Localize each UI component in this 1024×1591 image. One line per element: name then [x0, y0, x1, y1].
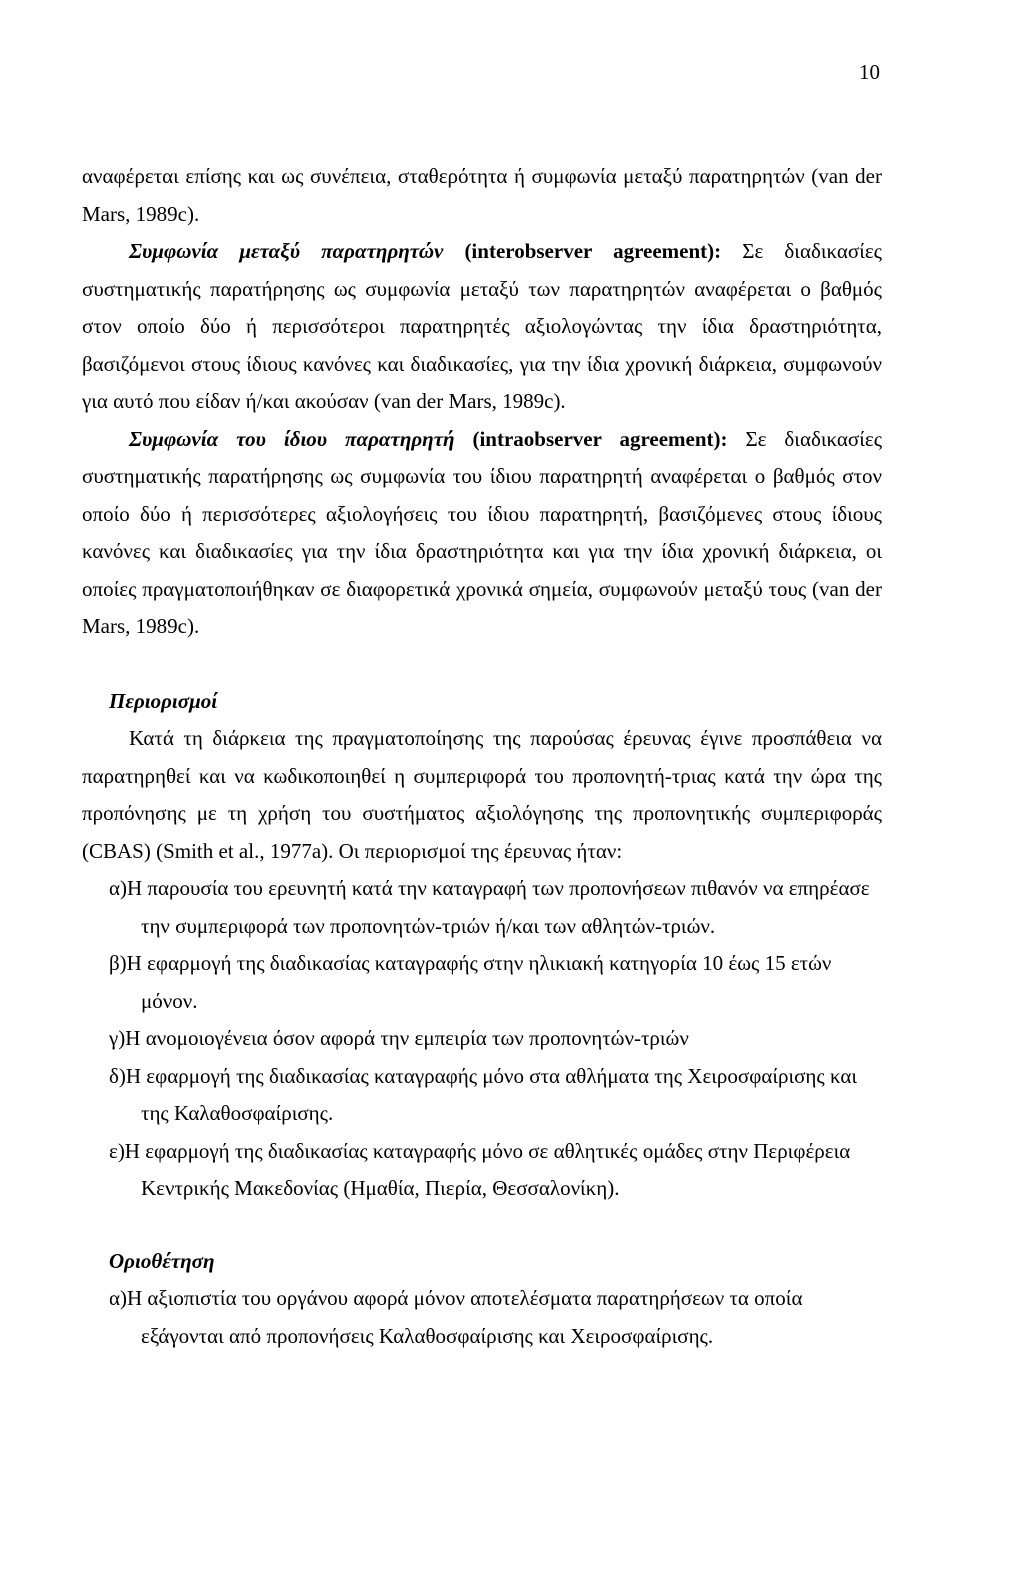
delimitation-list	[82, 1280, 882, 1355]
term-interobserver: Συμφωνία μεταξύ παρατηρητών	[129, 239, 444, 263]
paragraph-interobserver	[82, 233, 882, 421]
document-body	[82, 158, 882, 1355]
list-item: β)Η εφαρμογή της διαδικασίας καταγραφής στην ηλικιακή κατηγορία 10 έως 15 ετών μόνον.	[109, 951, 832, 1013]
paragraph-continuation: αναφέρεται επίσης και ως συνέπεια, σταθερότητα ή συμφωνία μεταξύ παρατηρητών (van der Mars, 1989c).	[82, 164, 882, 226]
page-number: 10	[859, 60, 880, 84]
paragraph-limitations-intro: Κατά τη διάρκεια της πραγματοποίησης της παρούσας έρευνας έγινε προσπάθεια να παρατηρηθεί και να κωδικοποιηθεί η συμπεριφορά του προπονητή-τριας κατά την ώρα της προπόνησης με τη χρήση του συστήματος αξιολόγησης της προπονητικής συμπεριφοράς (CBAS) (Smith et al., 1977a). Οι περιορισμοί της έρευνας ήταν:	[82, 726, 882, 863]
paragraph-intraobserver	[82, 421, 882, 646]
list-item: α)Η αξιοπιστία του οργάνου αφορά μόνον αποτελέσματα παρατηρήσεων τα οποία εξάγονται από προπονήσεις Καλαθοσφαίρισης και Χειροσφαίρισης.	[109, 1286, 803, 1348]
term-intraobserver-en: (intraobserver agreement):	[454, 426, 728, 451]
list-item: α)Η παρουσία του ερευνητή κατά την καταγραφή των προπονήσεων πιθανόν να επηρέασε την συμπεριφορά των προπονητών-τριών ή/και των αθλητών-τριών.	[109, 876, 870, 938]
paragraph-intraobserver-text: Σε διαδικασίες συστηματικής παρατήρησης ως συμφωνία του ίδιου παρατηρητή αναφέρεται ο βαθμός στον οποίο δύο ή περισσότερες αξιολογήσεις του ίδιου παρατηρητή, βασιζόμενες στους ίδιους κανόνες και διαδικασίες για την ίδια δραστηριότητα και για την ίδια χρονική διάρκεια, οι οποίες πραγματοποιήθηκαν σε διαφορετικά χρονικά σημεία, συμφωνούν μεταξύ τους (van der Mars, 1989c).	[82, 426, 883, 638]
list-item: γ)Η ανομοιογένεια όσον αφορά την εμπειρία των προπονητών-τριών	[109, 1026, 689, 1050]
section-title-limitations: Περιορισμοί	[109, 688, 218, 713]
limitations-list	[82, 870, 882, 1208]
section-title-delimitation: Οριοθέτηση	[109, 1248, 215, 1273]
list-item: δ)Η εφαρμογή της διαδικασίας καταγραφής μόνο στα αθλήματα της Χειροσφαίρισης και της Καλαθοσφαίρισης.	[109, 1063, 858, 1125]
term-intraobserver: Συμφωνία του ίδιου παρατηρητή	[129, 426, 455, 451]
list-item: ε)Η εφαρμογή της διαδικασίας καταγραφής μόνο σε αθλητικές ομάδες στην Περιφέρεια Κεντρικής Μακεδονίας (Ημαθία, Πιερία, Θεσσαλονίκη).	[109, 1138, 851, 1200]
term-interobserver-en: (interobserver agreement):	[443, 239, 722, 263]
paragraph-interobserver-text: Σε διαδικασίες συστηματικής παρατήρησης ως συμφωνία μεταξύ των παρατηρητών αναφέρεται ο βαθμός στον οποίο δύο ή περισσότεροι παρατηρητές αξιολογώντας την ίδια δραστηριότητα, βασιζόμενοι στους ίδιους κανόνες και διαδικασίες, για την ίδια χρονική διάρκεια, συμφωνούν για αυτό που είδαν ή/και ακούσαν (van der Mars, 1989c).	[82, 239, 883, 413]
